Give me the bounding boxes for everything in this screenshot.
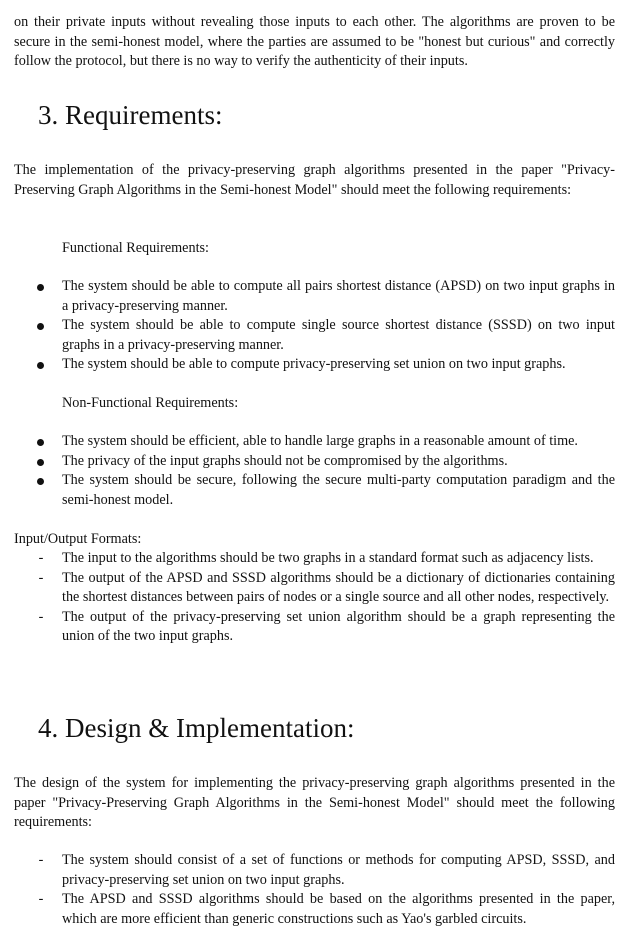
intro-paragraph: on their private inputs without revealing those inputs to each other. The algorithms are proven to be secure in the semi-honest model, where the parties are assumed to be "honest but curious" and correctly follow the protocol, but there is no way to verify the authenticity of their inputs. xyxy=(14,14,615,69)
io-formats-list xyxy=(0,549,615,647)
dash-marker: - xyxy=(38,891,44,907)
bullet-icon xyxy=(37,439,44,446)
list-item xyxy=(0,569,615,608)
list-item xyxy=(0,355,615,375)
list-item xyxy=(0,471,615,510)
functional-requirements-title: Functional Requirements: xyxy=(62,240,209,256)
io-formats-title: Input/Output Formats: xyxy=(14,531,142,547)
list-item xyxy=(0,549,615,569)
list-item xyxy=(0,432,615,452)
non-functional-requirements-title: Non-Functional Requirements: xyxy=(62,395,239,411)
list-item xyxy=(0,277,615,316)
list-item-text: The APSD and SSSD algorithms should be based on the algorithms presented in the paper, which are more efficient than generic constructions such as Yao's garbled circuits. xyxy=(62,891,615,927)
design-requirements-list xyxy=(0,851,615,929)
section-4-heading: 4. Design & Implementation: xyxy=(38,713,355,743)
list-item-text: The system should be able to compute single source shortest distance (SSSD) on two input graphs in a privacy-preserving manner. xyxy=(62,317,615,353)
list-item xyxy=(0,851,615,890)
list-item-text: The output of the privacy-preserving set union algorithm should be a graph representing the union of the two input graphs. xyxy=(62,608,615,644)
list-item-text: The system should be able to compute privacy-preserving set union on two input graphs. xyxy=(62,356,566,372)
list-item-text: The output of the APSD and SSSD algorithms should be a dictionary of dictionaries containing the shortest distances between pairs of nodes or a single source and all other nodes, respectively. xyxy=(62,569,615,605)
list-item-text: The input to the algorithms should be two graphs in a standard format such as adjacency lists. xyxy=(62,550,594,566)
list-item xyxy=(0,316,615,355)
section-3-heading: 3. Requirements: xyxy=(38,100,223,130)
bullet-icon xyxy=(37,362,44,369)
section-3-intro: The implementation of the privacy-preserving graph algorithms presented in the paper "Privacy-Preserving Graph Algorithms in the Semi-honest Model" should meet the following requirements: xyxy=(14,162,615,198)
bullet-icon xyxy=(37,459,44,466)
list-item xyxy=(0,890,615,929)
list-item xyxy=(0,608,615,647)
bullet-icon xyxy=(37,478,44,485)
list-item-text: The system should be efficient, able to handle large graphs in a reasonable amount of time. xyxy=(62,433,578,449)
section-4-intro: The design of the system for implementing the privacy-preserving graph algorithms presented in the paper "Privacy-Preserving Graph Algorithms in the Semi-honest Model" should meet the following requirements: xyxy=(14,775,615,830)
dash-marker: - xyxy=(38,550,44,566)
list-item-text: The system should be able to compute all pairs shortest distance (APSD) on two input graphs in a privacy-preserving manner. xyxy=(62,278,615,314)
functional-requirements-list xyxy=(0,277,615,375)
list-item xyxy=(0,452,615,472)
bullet-icon xyxy=(37,284,44,291)
list-item-text: The system should consist of a set of functions or methods for computing APSD, SSSD, and privacy-preserving set union on two input graphs. xyxy=(62,852,615,888)
non-functional-requirements-list xyxy=(0,432,615,510)
dash-marker: - xyxy=(38,852,44,868)
dash-marker: - xyxy=(38,608,44,625)
list-item-text: The system should be secure, following the secure multi-party computation paradigm and the semi-honest model. xyxy=(62,472,615,508)
bullet-icon xyxy=(37,323,44,330)
list-item-text: The privacy of the input graphs should not be compromised by the algorithms. xyxy=(62,452,508,469)
dash-marker: - xyxy=(38,569,44,586)
